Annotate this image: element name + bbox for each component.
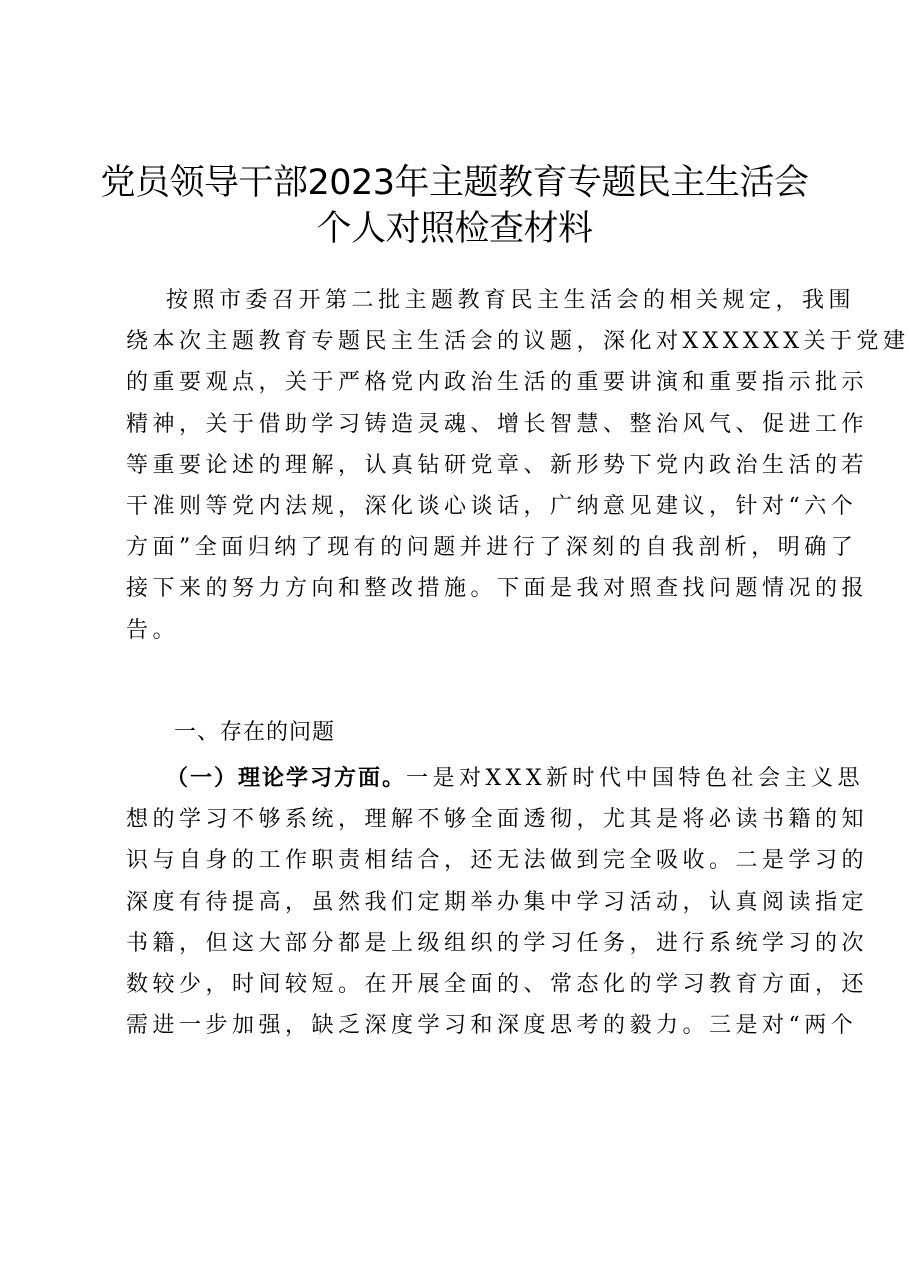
theory-line: 数较少，时间较短。在开展全面的、常态化的学习教育方面，还: [126, 971, 869, 997]
document-title: [0, 160, 909, 252]
theory-paragraph: [126, 758, 869, 1046]
intro-line: 的重要观点，关于严格党内政治生活的重要讲演和重要指示批示: [126, 370, 869, 396]
intro-line: 精神，关于借助学习铸造灵魂、增长智慧、整治风气、促进工作: [126, 411, 869, 437]
intro-line: 绕本次主题教育专题民主生活会的议题，深化对XXXXXX关于党建: [126, 329, 909, 355]
intro-line: 干准则等党内法规，深化谈心谈话，广纳意见建议，针对“六个: [126, 493, 858, 519]
theory-line: 想的学习不够系统，理解不够全面透彻，尤其是将必读书籍的知: [126, 807, 869, 833]
theory-line: 识与自身的工作职责相结合，还无法做到完全吸收。二是学习的: [126, 848, 869, 874]
title-line-2: 个人对照检查材料: [316, 209, 593, 249]
theory-first-line-text: 一是对XXX新时代中国特色社会主义思: [406, 766, 865, 791]
theory-line: 书籍，但这大部分都是上级组织的学习任务，进行系统学习的次: [126, 930, 869, 956]
title-line-1: 党员领导干部2023年主题教育专题民主生活会: [100, 163, 809, 203]
section-heading: 一、存在的问题: [174, 720, 336, 745]
intro-line: 接下来的努力方向和整改措施。下面是我对照查找问题情况的报: [126, 576, 869, 602]
intro-line: 告。: [126, 617, 180, 643]
theory-line: 需进一步加强，缺乏深度学习和深度思考的毅力。三是对“两个: [126, 1013, 858, 1039]
intro-paragraph: [126, 280, 909, 651]
intro-line: 方面”全面归纳了现有的问题并进行了深刻的自我剖析，明确了: [126, 535, 858, 561]
intro-line: 等重要论述的理解，认真钻研党章、新形势下党内政治生活的若: [126, 452, 869, 478]
theory-subheading: （一）理论学习方面。: [166, 765, 407, 791]
intro-line: 按照市委召开第二批主题教育民主生活会的相关规定，我围: [166, 288, 856, 313]
theory-line: 深度有待提高，虽然我们定期举办集中学习活动，认真阅读指定: [126, 889, 869, 915]
theory-first-line: [126, 758, 865, 799]
